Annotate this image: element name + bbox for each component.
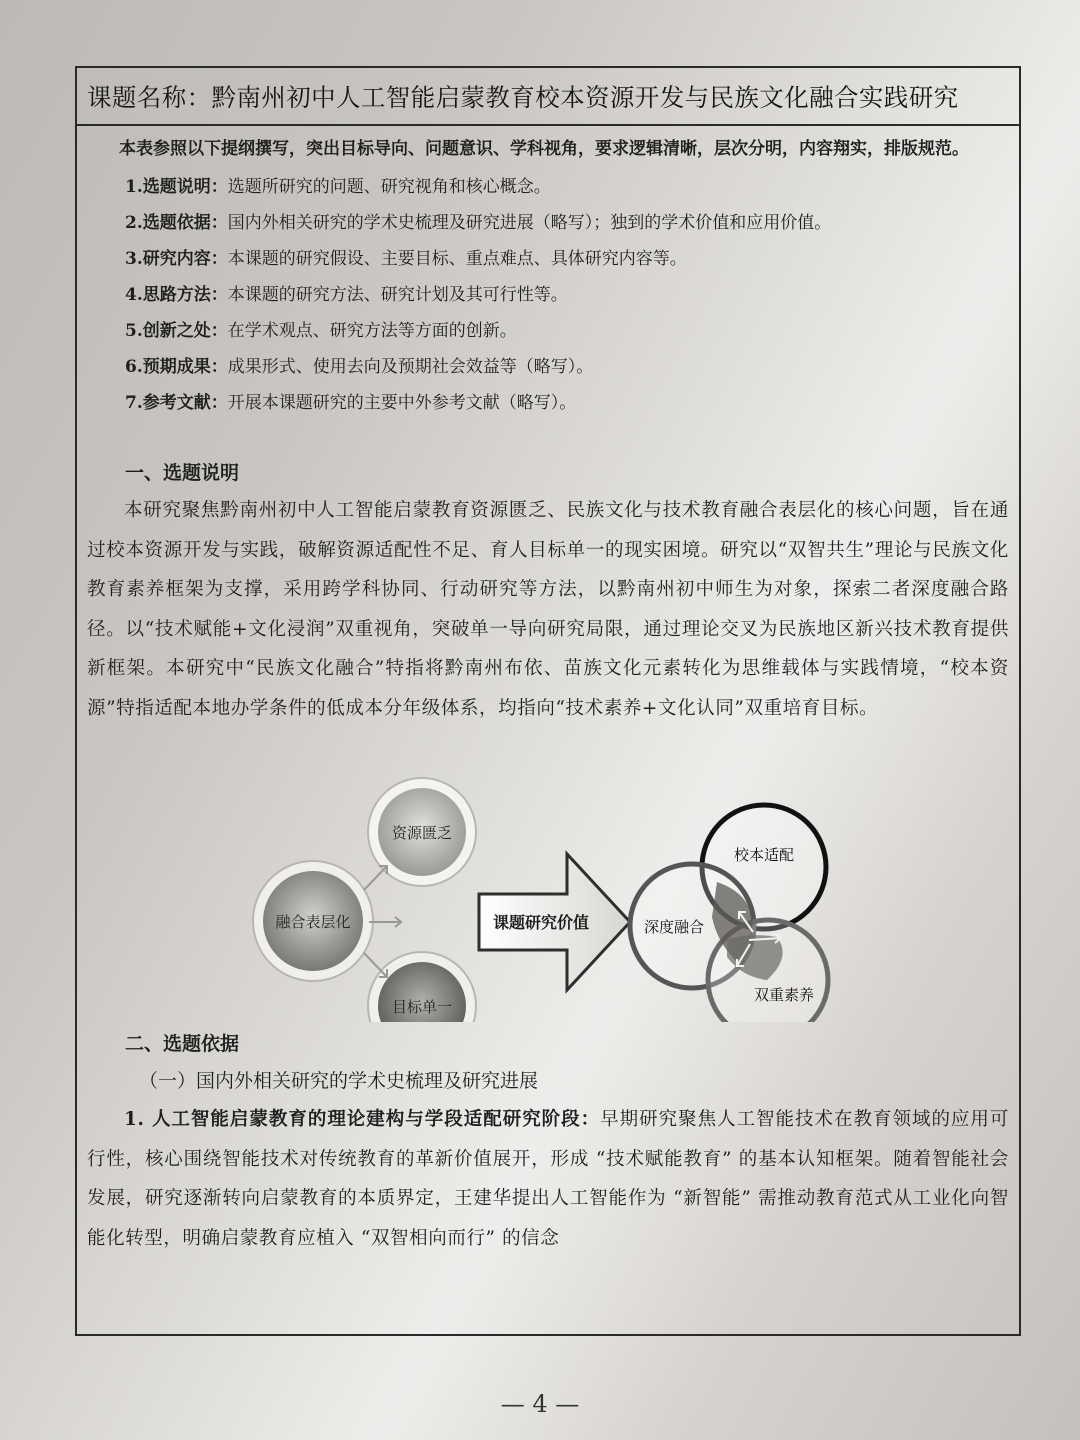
outline-text: 本课题的研究假设、主要目标、重点难点、具体研究内容等。 bbox=[227, 249, 687, 269]
project-title: 课题名称：黔南州初中人工智能启蒙教育校本资源开发与民族文化融合实践研究 bbox=[87, 82, 959, 112]
section1-paragraph: 本研究聚焦黔南州初中人工智能启蒙教育资源匮乏、民族文化与技术教育融合表层化的核心问题，旨在通过校本资源开发与实践，破解资源适配性不足、育人目标单一的现实困境。研究以“双智共生”理论与民族文化教育素养框架为支撑，采用跨学科协同、行动研究等方法，以黔南州初中师生为对象，探索二者深度融合路径。以“技术赋能+文化浸润”双重视角，突破单一导向研究局限，通过理论交叉为民族地区新兴技术教育提供新框架。本研究中“民族文化融合”特指将黔南州布依、苗族文化元素转化为思维载体与实践情境，“校本资源”特指适配本地办学条件的低成本分年级体系，均指向“技术素养+文化认同”双重培育目标。 bbox=[87, 500, 1009, 719]
form-body bbox=[77, 126, 1019, 1258]
outline-item bbox=[87, 277, 1009, 313]
outline-text: 本课题的研究方法、研究计划及其可行性等。 bbox=[227, 285, 568, 305]
label-school-fit: 校本适配 bbox=[733, 846, 795, 864]
label-single-goal: 目标单一 bbox=[391, 998, 453, 1016]
section2-heading: 二、选题依据 bbox=[125, 1033, 240, 1055]
outline-text: 成果形式、使用去向及预期社会效益等（略写）。 bbox=[227, 357, 594, 377]
outline-item bbox=[87, 241, 1009, 277]
outline-key: 1.选题说明： bbox=[125, 177, 228, 197]
instructions: 本表参照以下提纲撰写，突出目标导向、问题意识、学科视角，要求逻辑清晰，层次分明，内容翔实，排版规范。 bbox=[119, 139, 969, 159]
outline-item bbox=[87, 169, 1009, 205]
label-dual-literacy: 双重素养 bbox=[753, 986, 815, 1004]
section2-lead: 1. 人工智能启蒙教育的理论建构与学段适配研究阶段： bbox=[124, 1109, 601, 1130]
outline-text: 在学术观点、研究方法等方面的创新。 bbox=[227, 321, 517, 341]
outline-item bbox=[87, 385, 1009, 421]
section1-heading: 一、选题说明 bbox=[125, 462, 240, 484]
outline-item bbox=[87, 313, 1009, 349]
outline-item bbox=[87, 349, 1009, 385]
label-fusion-surface: 融合表层化 bbox=[275, 913, 351, 931]
outline-text: 国内外相关研究的学术史梳理及研究进展（略写）；独到的学术价值和应用价值。 bbox=[227, 213, 832, 233]
outline-item bbox=[87, 205, 1009, 241]
research-value-diagram bbox=[87, 742, 1013, 1022]
label-deep-fusion: 深度融合 bbox=[643, 918, 705, 936]
outline-key: 3.研究内容： bbox=[125, 249, 228, 269]
form-frame bbox=[75, 66, 1021, 1336]
outline-key: 7.参考文献： bbox=[125, 393, 228, 413]
outline-key: 6.预期成果： bbox=[125, 357, 228, 377]
section2-subheading: （一）国内外相关研究的学术史梳理及研究进展 bbox=[139, 1070, 539, 1092]
outline-list bbox=[87, 169, 1009, 421]
section2-paragraph bbox=[87, 1100, 1009, 1258]
section2-text: 早期研究聚焦人工智能技术在教育领域的应用可行性，核心围绕智能技术对传统教育的革新价值展开，形成 “技术赋能教育” 的基本认知框架。随着智能社会发展，研究逐渐转向启蒙教育的本质界定，王建华提出人工智能作为 “新智能” 需推动教育范式从工业化向智能化转型，明确启蒙教育应植入 “双智相向而行” 的信念 bbox=[87, 1109, 1009, 1249]
outline-key: 4.思路方法： bbox=[125, 285, 228, 305]
outline-text: 选题所研究的问题、研究视角和核心概念。 bbox=[227, 177, 551, 197]
page-number: — 4 — bbox=[500, 1390, 580, 1418]
outline-key: 5.创新之处： bbox=[125, 321, 228, 341]
outline-key: 2.选题依据： bbox=[125, 213, 228, 233]
label-research-value: 课题研究价值 bbox=[492, 913, 590, 932]
outline-text: 开展本课题研究的主要中外参考文献（略写）。 bbox=[227, 393, 577, 413]
label-resource-shortage: 资源匮乏 bbox=[391, 824, 453, 842]
title-row bbox=[77, 68, 1019, 126]
